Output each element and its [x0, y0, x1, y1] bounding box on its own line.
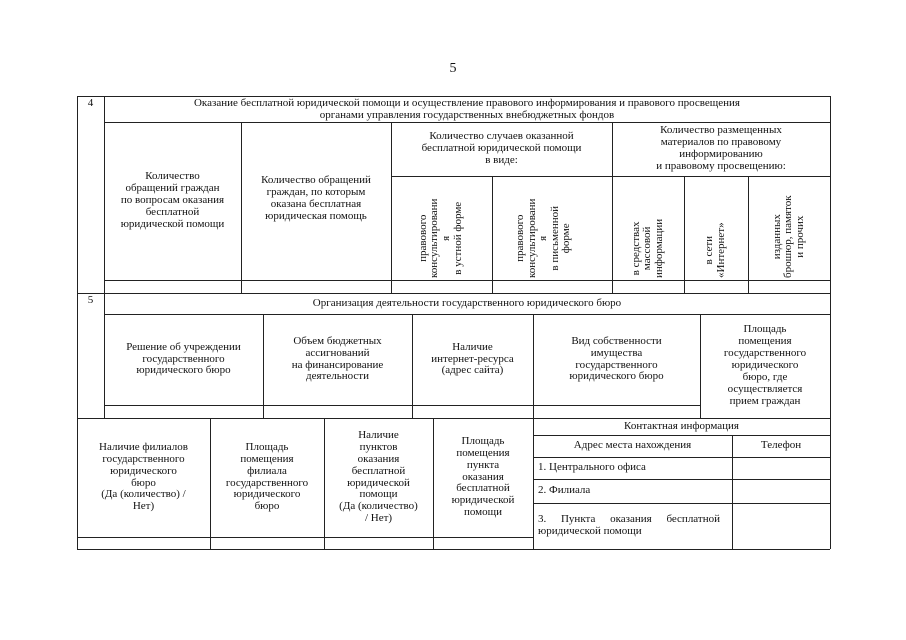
sub-internet-header: в сети «Интернет» — [703, 222, 727, 278]
section5-title: Организация деятельности государственного юридического бюро — [312, 296, 622, 309]
contact-info-header: Контактная информация — [624, 419, 739, 432]
col-area-header: Площадь помещения государственного юридического бюро, где осуществляется прием граждан — [723, 323, 807, 407]
col-branch-area-header: Площадь помещения филиала государственного юридического бюро — [225, 440, 309, 513]
col-ownership-header: Вид собственности имущества государственного юридического бюро — [569, 334, 664, 383]
sub-oral-header: правового консультировани я в устной форме — [416, 198, 464, 278]
sub-written-header: правового консультировани я в письменной форме — [514, 198, 573, 278]
col-requests-header: Количество обращений граждан по вопросам оказания бесплатной юридической помощи — [120, 170, 225, 230]
section5-number: 5 — [87, 294, 94, 306]
phone-header: Телефон — [760, 439, 802, 452]
materials-group-header: Количество размещенных материалов по правовому информированию и правовому просвещению: — [656, 124, 786, 172]
sub-brochures-header: изданных брошюр, памяток и прочих — [770, 195, 806, 278]
row-branch: 2. Филиала — [538, 484, 591, 497]
col-provided-header: Количество обращений граждан, по которым оказана бесплатная юридическая помощь — [261, 174, 371, 222]
col-points-header: Наличие пунктов оказания бесплатной юридической помощи (Да (количество) / Нет) — [339, 429, 418, 525]
col-budget-header: Объем бюджетных ассигнований на финансирование деятельности — [291, 334, 384, 383]
address-header: Адрес места нахождения — [573, 439, 692, 452]
col-website-header: Наличие интернет-ресурса (адрес сайта) — [431, 340, 514, 377]
row-assistance-point: 3. Пункта оказания бесплатной юридической помощи — [538, 513, 720, 537]
page-number: 5 — [449, 61, 457, 76]
col-branches-header: Наличие филиалов государственного юридического бюро (Да (количество) / Нет) — [99, 440, 188, 513]
sub-media-header: в средствах массовой информации — [629, 218, 665, 278]
row-central-office: 1. Центрального офиса — [538, 461, 646, 474]
section4-number: 4 — [87, 97, 94, 109]
col-decision-header: Решение об учреждении государственного юридического бюро — [126, 340, 241, 377]
section4-title: Оказание бесплатной юридической помощи и осуществление правового информирования и правового просвещения органами управления государственных внебюджетных фондов — [193, 96, 740, 121]
cases-group-header: Количество случаев оказанной бесплатной юридической помощи в виде: — [421, 130, 582, 166]
col-point-area-header: Площадь помещения пункта оказания бесплатной юридической помощи — [451, 434, 515, 519]
